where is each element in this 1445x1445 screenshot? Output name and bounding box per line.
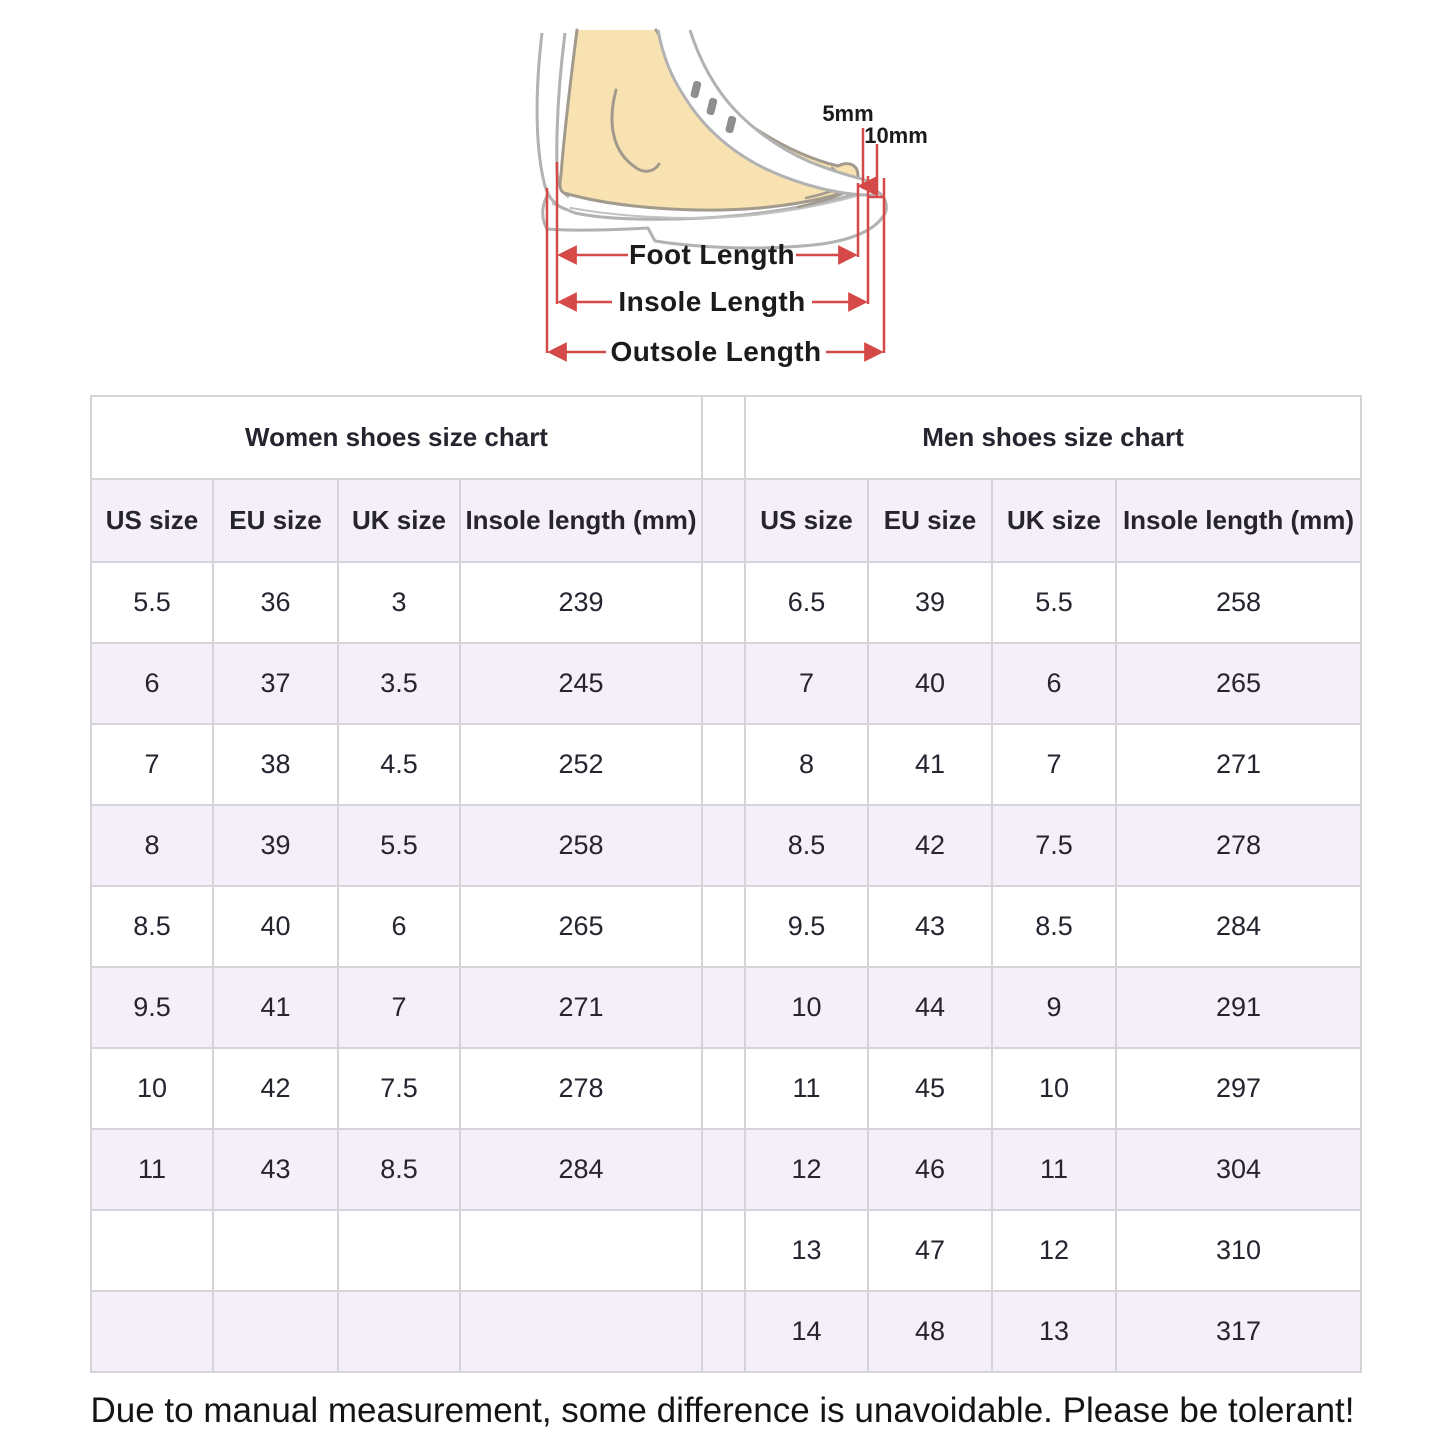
size-cell: 278 xyxy=(460,1048,702,1129)
size-cell: 44 xyxy=(868,967,992,1048)
size-cell: 9.5 xyxy=(91,967,213,1048)
size-chart-table xyxy=(90,395,1362,1373)
size-cell: 9 xyxy=(992,967,1116,1048)
women-header-eu-size: EU size xyxy=(213,479,338,562)
size-cell: 6.5 xyxy=(745,562,868,643)
size-cell: 41 xyxy=(213,967,338,1048)
table-gap-cell xyxy=(702,562,745,643)
size-cell: 7 xyxy=(992,724,1116,805)
size-cell: 258 xyxy=(1116,562,1361,643)
size-cell xyxy=(338,1210,460,1291)
size-cell: 4.5 xyxy=(338,724,460,805)
men-table-title: Men shoes size chart xyxy=(745,396,1361,479)
table-row xyxy=(91,967,1361,1048)
size-cell: 271 xyxy=(1116,724,1361,805)
size-cell: 36 xyxy=(213,562,338,643)
size-cell: 13 xyxy=(992,1291,1116,1372)
size-cell: 6 xyxy=(992,643,1116,724)
table-row xyxy=(91,724,1361,805)
table-row xyxy=(91,1048,1361,1129)
size-cell: 310 xyxy=(1116,1210,1361,1291)
table-gap-cell xyxy=(702,1210,745,1291)
men-header-insole-length: Insole length (mm) xyxy=(1116,479,1361,562)
women-header-uk-size: UK size xyxy=(338,479,460,562)
size-cell: 278 xyxy=(1116,805,1361,886)
size-cell: 11 xyxy=(91,1129,213,1210)
size-cell: 5.5 xyxy=(91,562,213,643)
women-header-insole-length: Insole length (mm) xyxy=(460,479,702,562)
table-header-row xyxy=(91,479,1361,562)
size-cell: 8 xyxy=(91,805,213,886)
size-cell: 42 xyxy=(868,805,992,886)
table-row xyxy=(91,1291,1361,1372)
size-cell: 12 xyxy=(992,1210,1116,1291)
table-row xyxy=(91,1129,1361,1210)
size-cell: 6 xyxy=(91,643,213,724)
size-cell: 8 xyxy=(745,724,868,805)
table-gap-cell xyxy=(702,1291,745,1372)
size-cell: 42 xyxy=(213,1048,338,1129)
size-cell: 9.5 xyxy=(745,886,868,967)
size-cell xyxy=(460,1210,702,1291)
size-cell: 271 xyxy=(460,967,702,1048)
table-gap-cell xyxy=(702,967,745,1048)
table-row xyxy=(91,1210,1361,1291)
shoe-measurement-diagram xyxy=(0,0,1445,390)
size-cell: 45 xyxy=(868,1048,992,1129)
size-cell: 297 xyxy=(1116,1048,1361,1129)
size-cell: 43 xyxy=(868,886,992,967)
size-cell: 7 xyxy=(91,724,213,805)
size-cell: 8.5 xyxy=(745,805,868,886)
table-gap-cell xyxy=(702,1048,745,1129)
size-cell: 252 xyxy=(460,724,702,805)
size-cell: 7.5 xyxy=(992,805,1116,886)
men-header-us-size: US size xyxy=(745,479,868,562)
table-gap-cell xyxy=(702,643,745,724)
size-cell: 3 xyxy=(338,562,460,643)
size-cell: 6 xyxy=(338,886,460,967)
size-cell: 7 xyxy=(745,643,868,724)
size-cell: 12 xyxy=(745,1129,868,1210)
size-cell xyxy=(338,1291,460,1372)
size-cell: 7 xyxy=(338,967,460,1048)
size-cell: 284 xyxy=(1116,886,1361,967)
size-cell: 8.5 xyxy=(91,886,213,967)
outsole-length-label: Outsole Length xyxy=(610,336,822,367)
table-row xyxy=(91,886,1361,967)
size-cell: 3.5 xyxy=(338,643,460,724)
men-header-uk-size: UK size xyxy=(992,479,1116,562)
size-cell: 48 xyxy=(868,1291,992,1372)
women-table-title: Women shoes size chart xyxy=(91,396,702,479)
size-cell: 265 xyxy=(460,886,702,967)
allowance-5mm-label: 5mm xyxy=(822,101,874,126)
foot-length-label: Foot Length xyxy=(628,239,796,270)
table-row xyxy=(91,562,1361,643)
allowance-10mm-label: 10mm xyxy=(864,123,928,148)
size-cell xyxy=(213,1210,338,1291)
table-row xyxy=(91,643,1361,724)
size-cell: 14 xyxy=(745,1291,868,1372)
size-cell: 5.5 xyxy=(992,562,1116,643)
size-cell: 11 xyxy=(992,1129,1116,1210)
size-cell xyxy=(460,1291,702,1372)
table-row xyxy=(91,805,1361,886)
measurement-note: Due to manual measurement, some difference is unavoidable. Please be tolerant! xyxy=(90,1391,1355,1430)
size-cell: 43 xyxy=(213,1129,338,1210)
table-gap-cell xyxy=(702,724,745,805)
size-cell: 46 xyxy=(868,1129,992,1210)
size-cell: 10 xyxy=(91,1048,213,1129)
size-cell: 40 xyxy=(213,886,338,967)
size-cell: 239 xyxy=(460,562,702,643)
size-cell: 38 xyxy=(213,724,338,805)
size-cell: 245 xyxy=(460,643,702,724)
size-cell: 37 xyxy=(213,643,338,724)
size-cell: 317 xyxy=(1116,1291,1361,1372)
insole-length-label: Insole Length xyxy=(618,286,806,317)
size-cell: 39 xyxy=(213,805,338,886)
size-cell: 284 xyxy=(460,1129,702,1210)
women-header-us-size: US size xyxy=(91,479,213,562)
size-cell: 41 xyxy=(868,724,992,805)
size-cell: 291 xyxy=(1116,967,1361,1048)
size-cell: 7.5 xyxy=(338,1048,460,1129)
size-cell: 13 xyxy=(745,1210,868,1291)
men-header-eu-size: EU size xyxy=(868,479,992,562)
size-cell: 39 xyxy=(868,562,992,643)
shoe-foot-illustration xyxy=(495,15,965,390)
size-cell: 304 xyxy=(1116,1129,1361,1210)
size-cell: 47 xyxy=(868,1210,992,1291)
size-cell: 8.5 xyxy=(992,886,1116,967)
table-gap-cell xyxy=(702,886,745,967)
size-cell: 258 xyxy=(460,805,702,886)
table-gap-cell xyxy=(702,479,745,562)
size-cell xyxy=(91,1291,213,1372)
size-cell xyxy=(91,1210,213,1291)
size-cell: 8.5 xyxy=(338,1129,460,1210)
table-title-row xyxy=(91,396,1361,479)
size-cell: 10 xyxy=(992,1048,1116,1129)
size-cell: 265 xyxy=(1116,643,1361,724)
table-gap-cell xyxy=(702,396,745,479)
size-cell xyxy=(213,1291,338,1372)
table-gap-cell xyxy=(702,805,745,886)
size-cell: 5.5 xyxy=(338,805,460,886)
size-cell: 11 xyxy=(745,1048,868,1129)
size-cell: 40 xyxy=(868,643,992,724)
size-cell: 10 xyxy=(745,967,868,1048)
table-gap-cell xyxy=(702,1129,745,1210)
